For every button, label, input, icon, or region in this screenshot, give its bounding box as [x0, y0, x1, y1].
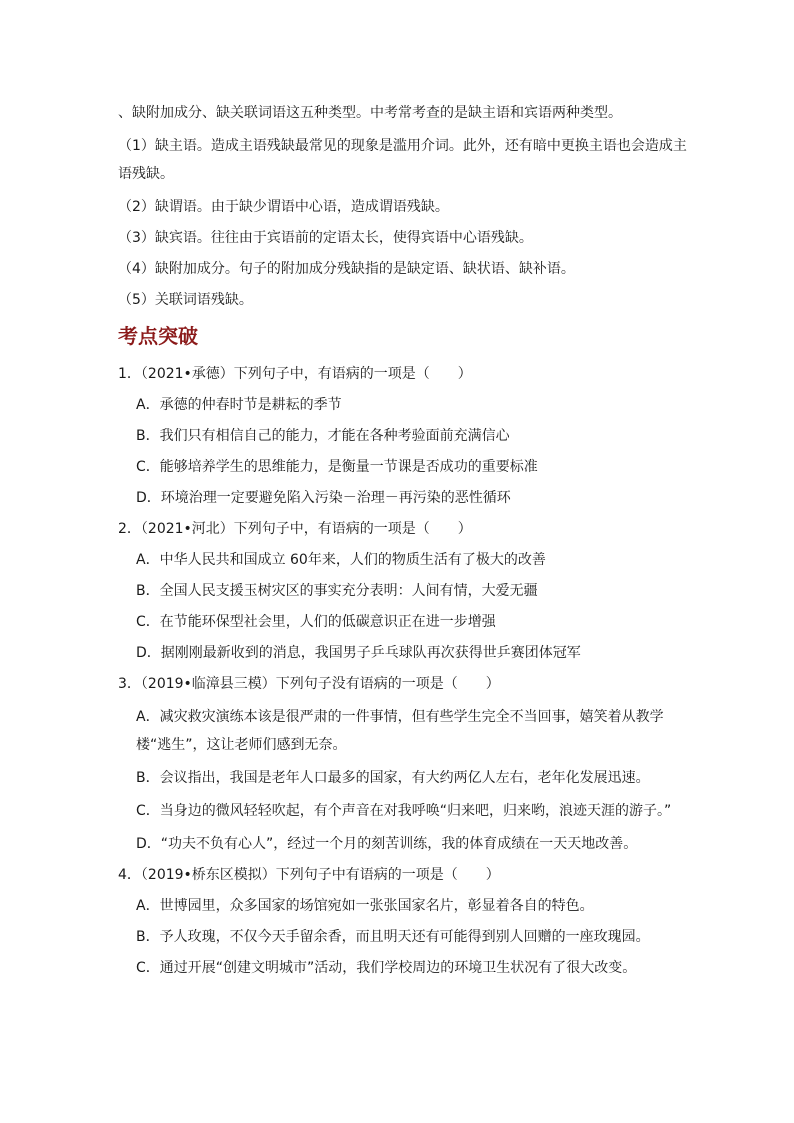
intro-item-conjunction: （5）关联词语残缺。 [118, 292, 253, 308]
question-4-option-a: A．世博园里，众多国家的场馆宛如一张张国家名片，彰显着各自的特色。 [136, 898, 594, 914]
page-content [118, 101, 688, 987]
question-1-option-d: D．环境治理一定要避免陷入污染－治理－再污染的恶性循环 [136, 490, 511, 506]
question-1-option-a: A．承德的仲春时节是耕耘的季节 [136, 397, 342, 413]
intro-continuation: 、缺附加成分、缺关联词语这五种类型。中考常考查的是缺主语和宾语两种类型。 [118, 105, 622, 121]
intro-item-object: （3）缺宾语。往往由于宾语前的定语太长，使得宾语中心语残缺。 [118, 230, 533, 246]
question-3-option-d: D．“功夫不负有心人”，经过一个月的刻苦训练，我的体育成绩在一天天地改善。 [136, 836, 638, 852]
question-3-option-c: C．当身边的微风轻轻吹起，有个声音在对我呼唤“归来吧，归来哟，浪迹天涯的游子。” [136, 803, 672, 819]
question-4-option-c: C．通过开展“创建文明城市”活动，我们学校周边的环境卫生状况有了很大改变。 [136, 960, 637, 976]
question-3-option-b: B．会议指出，我国是老年人口最多的国家，有大约两亿人左右，老年化发展迅速。 [136, 770, 650, 786]
intro-item-predicate: （2）缺谓语。由于缺少谓语中心语，造成谓语残缺。 [118, 199, 449, 215]
question-4-option-b: B．予人玫瑰，不仅今天手留余香，而且明天还有可能得到别人回赠的一座玫瑰园。 [136, 929, 650, 945]
section-title: 考点突破 [118, 324, 198, 348]
question-1-option-b: B．我们只有相信自己的能力，才能在各种考验面前充满信心 [136, 428, 510, 444]
question-2-option-a: A．中华人民共和国成立 60年来，人们的物质生活有了极大的改善 [136, 552, 546, 568]
intro-item-modifier: （4）缺附加成分。句子的附加成分残缺指的是缺定语、缺状语、缺补语。 [118, 261, 575, 277]
question-1-option-c: C．能够培养学生的思维能力，是衡量一节课是否成功的重要标准 [136, 459, 538, 475]
question-4-stem: 4．（2019•桥东区模拟）下列句子中有语病的一项是（ ） [118, 867, 500, 883]
question-2-option-b: B．全国人民支援玉树灾区的事实充分表明：人间有情，大爱无疆 [136, 583, 538, 599]
question-2-option-c: C．在节能环保型社会里，人们的低碳意识正在进一步增强 [136, 614, 496, 630]
intro-item-subject: （1）缺主语。造成主语残缺最常见的现象是滥用介词。此外，还有暗中更换主语也会造成主语残缺。 [118, 138, 687, 182]
question-1-stem: 1．（2021•承德）下列句子中，有语病的一项是（ ） [118, 366, 472, 382]
question-3-option-a: A．减灾救灾演练本该是很严肃的一件事情，但有些学生完全不当回事，嬉笑着从教学楼“逃生”，这让老师们感到无奈。 [136, 709, 664, 753]
question-3-stem: 3．（2019•临漳县三模）下列句子没有语病的一项是（ ） [118, 676, 500, 692]
question-2-stem: 2．（2021•河北）下列句子中，有语病的一项是（ ） [118, 521, 472, 537]
question-2-option-d: D．据刚刚最新收到的消息，我国男子乒乓球队再次获得世乒赛团体冠军 [136, 645, 581, 661]
